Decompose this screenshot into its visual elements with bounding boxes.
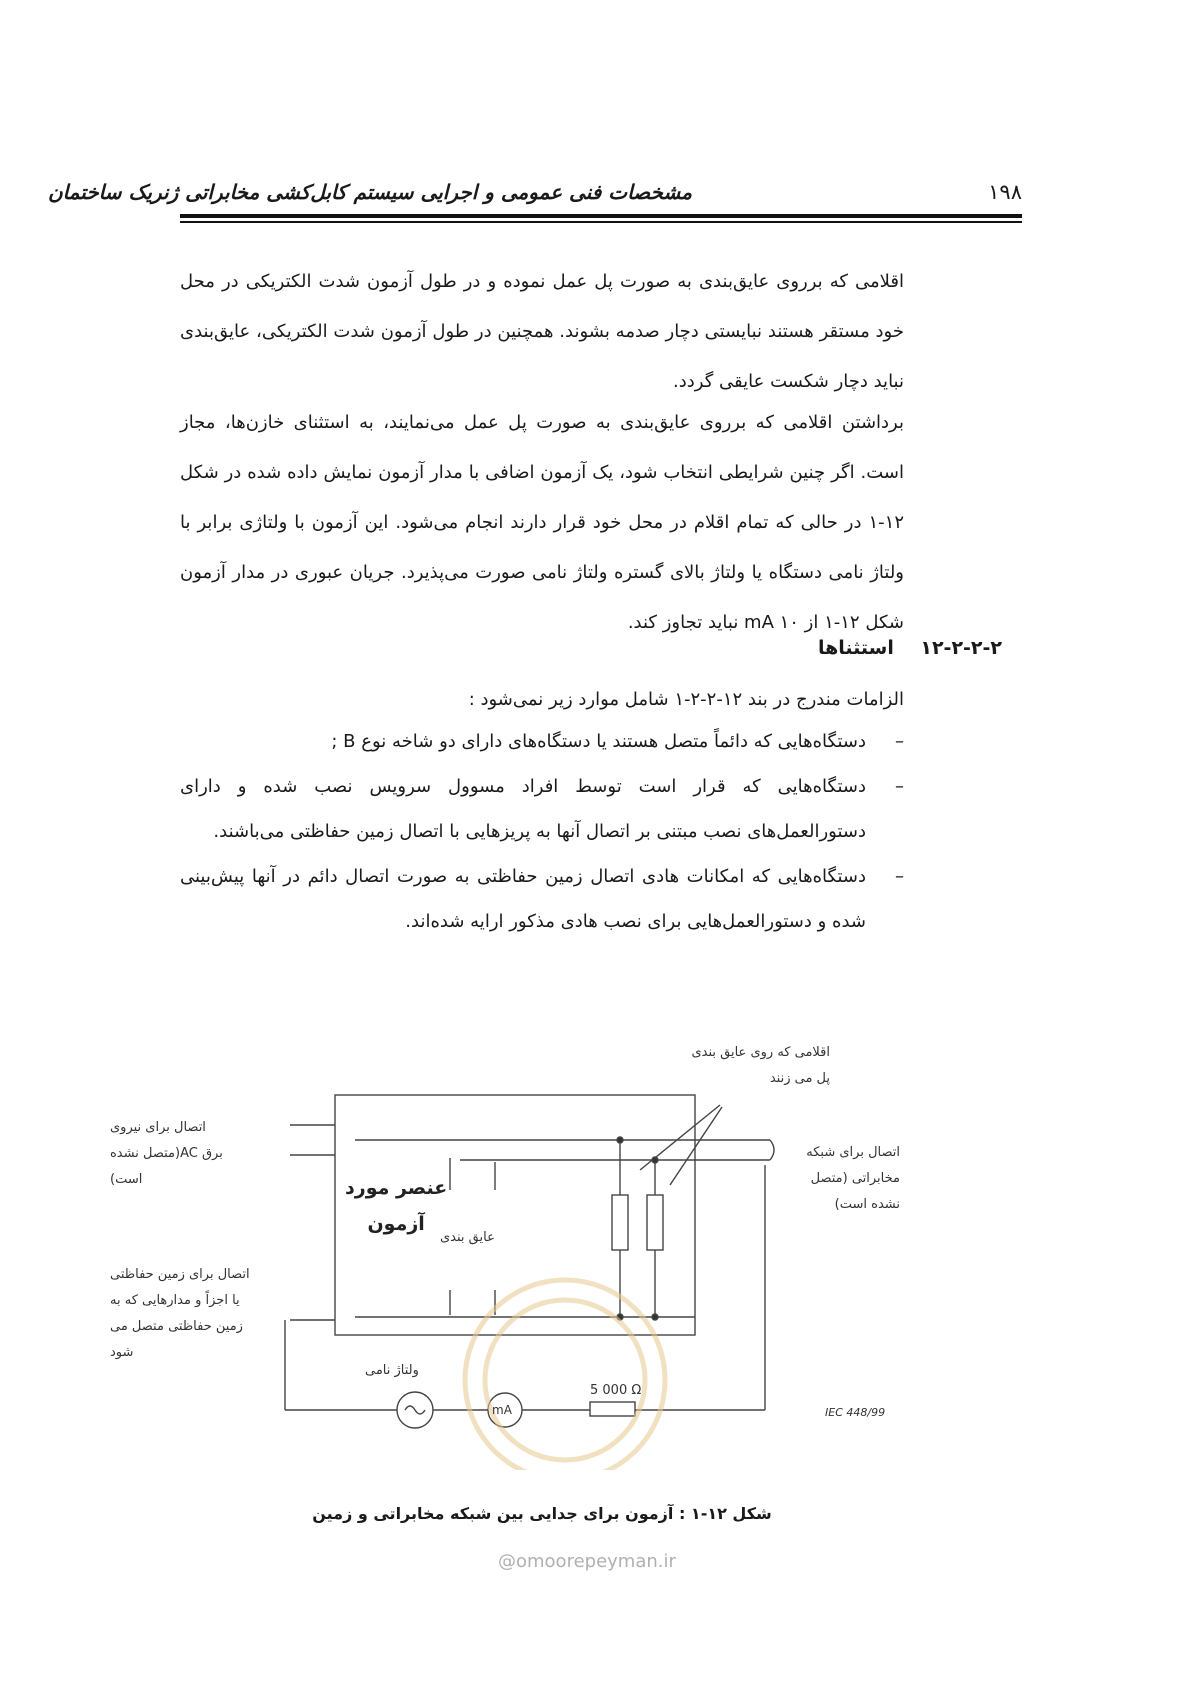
watermark-text: @omoorepeyman.ir <box>498 1551 676 1572</box>
label-voltage: ولتاژ نامی <box>365 1363 419 1378</box>
junction-dot <box>617 1137 623 1143</box>
watermark-seal <box>465 1280 665 1470</box>
label-bridging: اقلامی که روی عایق بندی پل می زنند <box>691 1045 830 1086</box>
label-ac: اتصال برای نیروی برق AC(متصل نشده است) <box>110 1120 223 1187</box>
label-earth: اتصال برای زمین حفاظتی یا اجزاً و مدارهایی که به زمین حفاظتی متصل می شود <box>110 1267 250 1360</box>
caption-prefix: شکل ۱۲-۱ : <box>678 1504 772 1523</box>
section-number: ۱۲-۲-۲-۲ <box>920 637 1002 659</box>
header-title: مشخصات فنی عمومی و اجرایی سیستم کابل‌کشی مخابراتی ژنریک ساختمان <box>47 180 692 204</box>
intro-text: الزامات مندرج در بند ۱۲-۲-۲-۱ شامل موارد زیر نمی‌شود : <box>468 689 904 710</box>
component-1 <box>612 1195 628 1250</box>
caption-text: آزمون برای جدایی بین شبکه مخابراتی و زمین <box>312 1504 674 1523</box>
paragraph-1 <box>180 257 904 407</box>
bridge-pointer-2 <box>670 1107 722 1185</box>
bullet-dash: – <box>895 866 904 887</box>
paragraph-2 <box>180 398 904 648</box>
header-rule-thick <box>180 214 1022 218</box>
resistor <box>590 1402 635 1416</box>
list-item <box>180 719 904 764</box>
list-item <box>180 764 904 854</box>
bullet-text: دستگاه‌هایی که دائماً متصل هستند یا دستگاه‌های دارای دو شاخه نوع B ; <box>331 731 866 752</box>
paragraph-1-text: اقلامی که برروی عایق‌بندی به صورت پل عمل نموده و در طول آزمون شدت الکتریکی در محل خود مستقر هستند نبایستی دچار صدمه بشوند. همچنین در طول آزمون شدت الکتریکی، عایق‌بندی نباید دچار شکست عایقی گردد. <box>180 271 904 392</box>
label-resistor: 5 000 Ω <box>590 1383 642 1398</box>
component-2 <box>647 1195 663 1250</box>
paragraph-2-text: برداشتن اقلامی که برروی عایق‌بندی به صورت پل عمل می‌نمایند، به استثنای خازن‌ها، مجاز است. اگر چنین شرایطی انتخاب شود، یک آزمون اضافی با مدار آزمون نمایش داده شده در شکل ۱۲-۱ در حالی که تمام اقلام در محل خود قرار دارند انجام می‌شود. این آزمون با ولتاژی برابر با ولتاژ نامی دستگاه یا ولتاژ بالای گستره ولتاژ نامی صورت می‌پذیرد. جریان عبوری در مدار آزمون شکل ۱۲-۱ از mA ۱۰ نباید تجاوز کند. <box>180 412 904 633</box>
bullet-dash: – <box>895 776 904 797</box>
label-meter: mA <box>492 1403 512 1417</box>
label-telecom: اتصال برای شبکه مخابراتی (متصل نشده است) <box>806 1145 900 1212</box>
label-eut: عنصر مورد آزمون <box>345 1177 448 1235</box>
telecom-terminal <box>770 1140 774 1160</box>
bullet-dash: – <box>895 731 904 752</box>
label-source-ref: IEC 448/99 <box>825 1406 886 1419</box>
bullet-text: دستگاه‌هایی که قرار است توسط افراد مسوول سرویس نصب شده و دارای دستورالعمل‌های نصب مبتنی بر اتصال آنها به پریزهایی با اتصال زمین حفاظتی می‌باشند. <box>180 776 866 842</box>
section-heading <box>818 628 1002 668</box>
figure-caption <box>180 1504 904 1523</box>
bullet-text: دستگاه‌هایی که امکانات هادی اتصال زمین حفاظتی به صورت اتصال دائم در آنها پیش‌بینی شده و دستورالعمل‌هایی برای نصب هادی مذکور ارایه شده‌اند. <box>180 866 866 932</box>
junction-dot <box>652 1314 658 1320</box>
junction-dot <box>652 1157 658 1163</box>
page-number: ۱۹۸ <box>988 180 1022 204</box>
bullet-list <box>180 719 904 944</box>
label-insulation: عایق بندی <box>440 1230 495 1245</box>
header-rule-thin <box>180 221 1022 223</box>
list-item <box>180 854 904 944</box>
test-circuit-figure <box>110 1040 900 1470</box>
section-title: استثناها <box>817 637 894 659</box>
